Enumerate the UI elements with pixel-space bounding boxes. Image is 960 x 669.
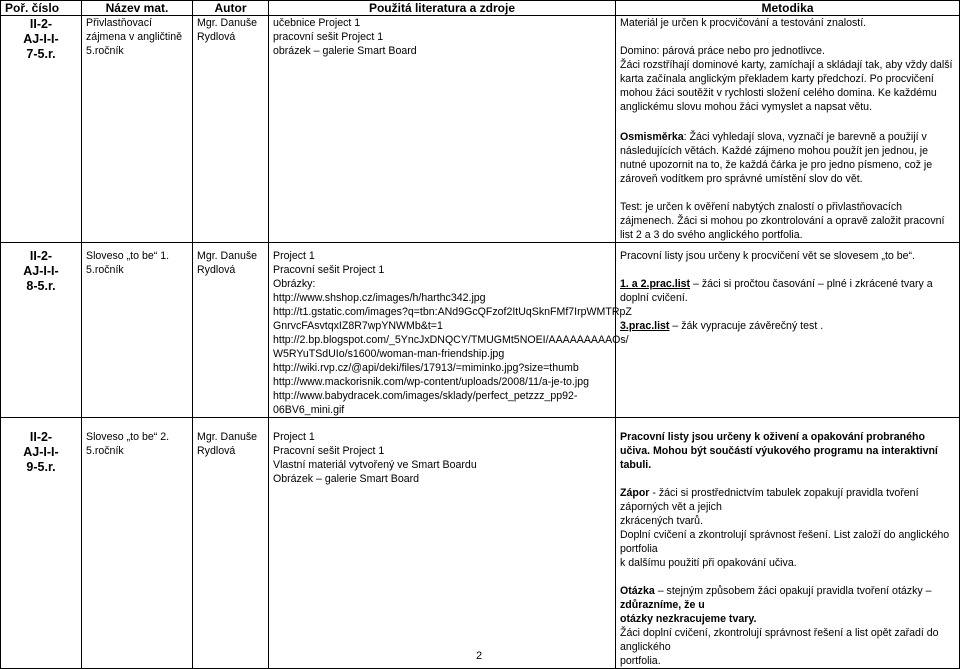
header-cell-sources: Použitá literatura a zdroje [269, 1, 616, 16]
material-title: Sloveso „to be“ 1. 5.ročník [82, 243, 193, 418]
material-author: Mgr. Danuše Rydlová [193, 16, 269, 243]
page-number: 2 [476, 650, 483, 662]
header-row [1, 1, 960, 16]
material-code: II-2- AJ-I-I- 9-5.r. [1, 418, 82, 669]
material-author: Mgr. Danuše Rydlová [193, 418, 269, 669]
table-row [1, 16, 960, 243]
material-title: Sloveso „to be“ 2. 5.ročník [82, 418, 193, 669]
material-method: Materiál je určen k procvičování a testování znalostí. Domino: párová práce nebo pro jednotlivce. Žáci rozstříhají dominové karty, zamíchají a skládají tak, aby vždy další karta začínala anglickým překladem karty předchozí. Po procvičení mohou žáci soutěžit v rychlosti složení celého domina. Ke každému anglickému slovu mohou žáci vymyslet a napsat větu. Osmisměrka: Žáci vyhledají slova, vyznačí je barevně a použijí v následujících větách. Každé zájmeno mohou použít jen jednou, je nutné upozornit na to, že každá čárka je pro jedno písmeno, což je zároveň vodítkem pro správné umístění slov do vět. Test: je určen k ověření nabytých znalostí o přivlastňovacích zájmenech. Žáci si mohou po zkontrolování a opravě založit pracovní list 2 a 3 do svého anglického portfolia. [616, 16, 960, 243]
header-cell-code: Poř. číslo [1, 1, 82, 16]
material-sources: učebnice Project 1 pracovní sešit Project 1 obrázek – galerie Smart Board [269, 16, 616, 243]
header-cell-method: Metodika [616, 1, 960, 16]
material-author: Mgr. Danuše Rydlová [193, 243, 269, 418]
table-row [1, 243, 960, 418]
material-method: Pracovní listy jsou určeny k oživení a opakování probraného učiva. Mohou být součástí výukového programu na interaktivní tabuli. Zápor - žáci si prostřednictvím tabulek zopakují pravidla tvoření záporných vět a jejich zkrácených tvarů. Doplní cvičení a zkontrolují správnost řešení. List založí do anglického portfolia k dalšímu použití při opakování učiva. Otázka – stejným způsobem žáci opakují pravidla tvoření otázky – zdůrazníme, že u otázky nezkracujeme tvary. Žáci doplní cvičení, zkontrolují správnost řešení a list opět zařadí do anglického portfolia. [616, 418, 960, 669]
table-row [1, 418, 960, 669]
material-title: Přivlastňovací zájmena v angličtině 5.ročník [82, 16, 193, 243]
header-cell-author: Autor [193, 1, 269, 16]
material-code: II-2- AJ-I-I- 7-5.r. [1, 16, 82, 243]
material-code: II-2- AJ-I-I- 8-5.r. [1, 243, 82, 418]
material-sources: Project 1 Pracovní sešit Project 1 Vlastní materiál vytvořený ve Smart Boardu Obrázek – galerie Smart Board [269, 418, 616, 669]
header-cell-title: Název mat. [82, 1, 193, 16]
material-method: Pracovní listy jsou určeny k procvičení vět se slovesem „to be“. 1. a 2.prac.list – žáci si pročtou časování – plné i zkrácené tvary a doplní cvičení. 3.prac.list – žák vypracuje závěrečný test . [616, 243, 960, 418]
material-sources: Project 1 Pracovní sešit Project 1 Obrázky: http://www.shshop.cz/images/h/harthc342.jpg http://t1.gstatic.com/images?q=tbn:ANd9GcQFzof2ItUqSknFMf7IrpWMTRpZ GnrvcFAsvtqxIZ8R7wpYNWMb&t=1 http://2.bp.blogspot.com/_5YncJxDNQCY/TMUGMt5NOEI/AAAAAAAAAOs/ W5RYuTSdUIo/s1600/woman-man-friendship.jpg http://wiki.rvp.cz/@api/deki/files/17913/=miminko.jpg?size=thumb http://www.mackorisnik.com/wp-content/uploads/2008/11/a-je-to.jpg http://www.babydracek.com/images/sklady/perfect_petzzz_pp92- 06BV6_mini.gif [269, 243, 616, 418]
